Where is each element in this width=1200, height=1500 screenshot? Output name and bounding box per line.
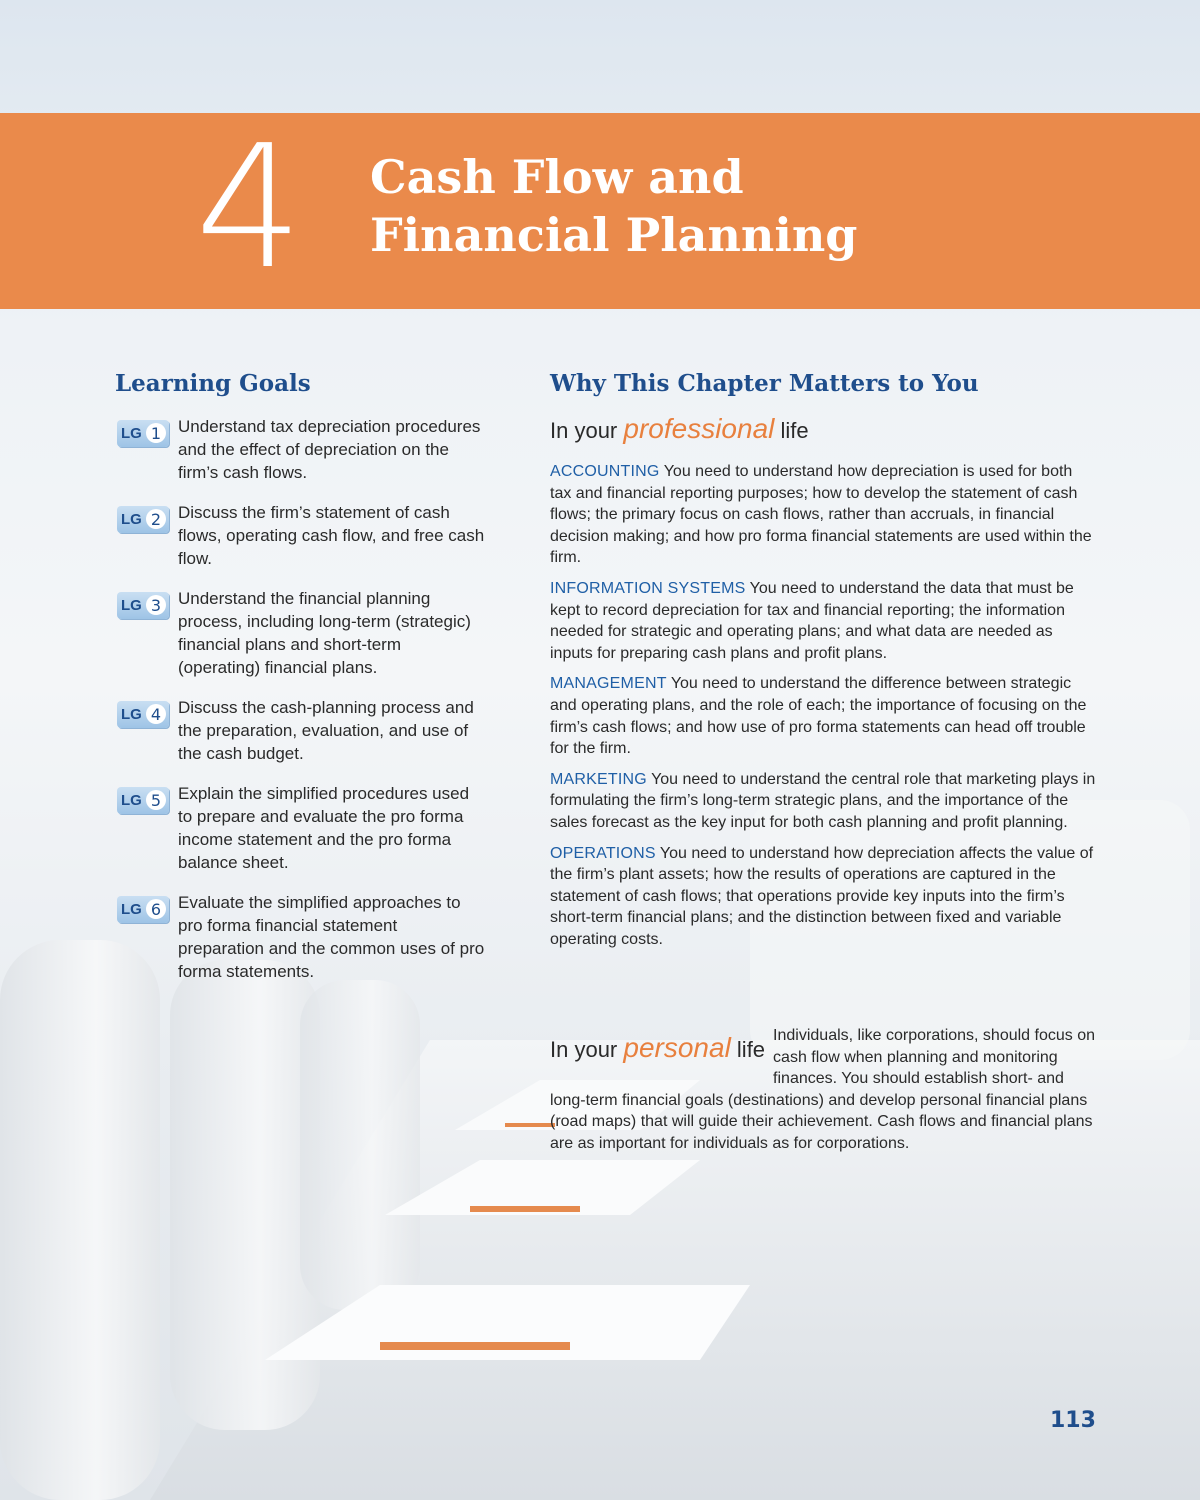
lg-badge-number: 1 [146, 423, 166, 443]
personal-suffix: life [736, 1037, 766, 1062]
lg-badge [117, 592, 169, 619]
role-text: You need to understand how depreciation is used for both tax and financial reporting purposes; how to develop the statement of cash flows; the primary focus on cash flows, rather than accruals, in financial decision making; and how pro forma financial statements are used within the firm. [550, 463, 1092, 567]
professional-suffix: life [780, 418, 809, 443]
learning-goal-text: Evaluate the simplified approaches to pro forma financial statement preparation and the common uses of pro forma statements. [178, 893, 485, 981]
lg-badge-prefix: LG [121, 597, 142, 614]
personal-accent-word: personal [623, 1032, 731, 1063]
role-name: ACCOUNTING [550, 463, 660, 480]
lg-badge-prefix: LG [121, 901, 142, 918]
role-text: You need to understand the difference between strategic and operating plans, and the role of each; the importance of focusing on the firm’s cash flows; and how use of pro forma statements can head off trouble for the firm. [550, 675, 1087, 758]
learning-goal-text: Explain the simplified procedures used to prepare and evaluate the pro forma income statement and the pro forma balance sheet. [178, 784, 470, 872]
lg-badge [117, 701, 169, 728]
chapter-number: 4 [195, 109, 298, 307]
learning-goal-text: Understand tax depreciation procedures and the effect of depreciation on the firm’s cash flows. [178, 417, 481, 482]
personal-life-heading [550, 1025, 765, 1073]
page-number: 113 [1050, 1408, 1096, 1433]
learning-goals-heading: Learning Goals [115, 370, 311, 397]
lg-badge-prefix: LG [121, 706, 142, 723]
personal-life-section [550, 1025, 1102, 1155]
role-paragraph-information-systems [550, 578, 1098, 664]
lg-badge-number: 3 [146, 595, 166, 615]
lg-badge-number: 2 [146, 509, 166, 529]
learning-goal-text: Discuss the firm’s statement of cash flows, operating cash flow, and free cash flow. [178, 503, 485, 568]
learning-goal-6 [115, 891, 485, 983]
role-name: OPERATIONS [550, 844, 656, 862]
learning-goal-text: Discuss the cash-planning process and the preparation, evaluation, and use of the cash budget. [178, 698, 474, 763]
lg-badge-prefix: LG [121, 425, 142, 442]
professional-accent-word: professional [623, 413, 775, 444]
learning-goal-4 [115, 696, 485, 765]
role-name: INFORMATION SYSTEMS [550, 579, 746, 597]
chapter-title [370, 148, 1170, 264]
personal-prefix: In your [550, 1037, 618, 1062]
lg-badge-number: 4 [146, 704, 166, 724]
professional-life-heading [550, 413, 1110, 445]
role-paragraph-management [550, 673, 1098, 759]
role-text: You need to understand how depreciation affects the value of the firm’s plant assets; how the results of operations are captured in the statement of cash flows; that operations provide key inputs into the firm’s short-term financial plans; and the distinction between fixed and variable operating costs. [550, 844, 1094, 948]
lg-badge [117, 506, 169, 533]
learning-goal-text: Understand the financial planning process, including long-term (strategic) financial plans and short-term (operating) financial plans. [178, 589, 471, 677]
chapter-title-line-2: Financial Planning [370, 208, 858, 262]
professional-prefix: In your [550, 418, 618, 443]
learning-goal-2 [115, 501, 485, 570]
learning-goal-5 [115, 782, 485, 874]
lg-badge-prefix: LG [121, 511, 142, 528]
personal-life-text: Individuals, like corporations, should focus on cash flow when planning and monitoring finances. You should establish short- and long-term financial goals (destinations) and develop personal financial plans (road maps) that will guide their achievement. Cash flows and financial plans are as important for individuals as for corporations. [550, 1027, 1096, 1152]
role-paragraph-accounting [550, 461, 1098, 569]
role-paragraph-operations [550, 843, 1098, 951]
lg-badge-number: 6 [146, 899, 166, 919]
professional-roles-list [550, 461, 1098, 959]
learning-goal-3 [115, 587, 485, 679]
lg-badge-number: 5 [146, 790, 166, 810]
lg-badge-prefix: LG [121, 792, 142, 809]
role-name: MARKETING [550, 770, 647, 788]
chapter-title-line-1: Cash Flow and [370, 150, 744, 204]
role-text: You need to understand the data that must be kept to record depreciation for tax and financial reporting; the information needed for strategic and operating plans; and what data are needed as inputs for preparing cash plans and profit plans. [550, 579, 1074, 662]
learning-goal-1 [115, 415, 485, 484]
lg-badge [117, 896, 169, 923]
role-name: MANAGEMENT [550, 675, 667, 693]
learning-goals-list [115, 415, 485, 1000]
role-paragraph-marketing [550, 769, 1098, 834]
why-chapter-matters-heading: Why This Chapter Matters to You [550, 370, 979, 397]
lg-badge [117, 420, 169, 447]
role-text: You need to understand the central role that marketing plays in formulating the firm’s long-term strategic plans, and the importance of the sales forecast as the key input for both cash planning and profit planning. [550, 770, 1096, 831]
lg-badge [117, 787, 169, 814]
